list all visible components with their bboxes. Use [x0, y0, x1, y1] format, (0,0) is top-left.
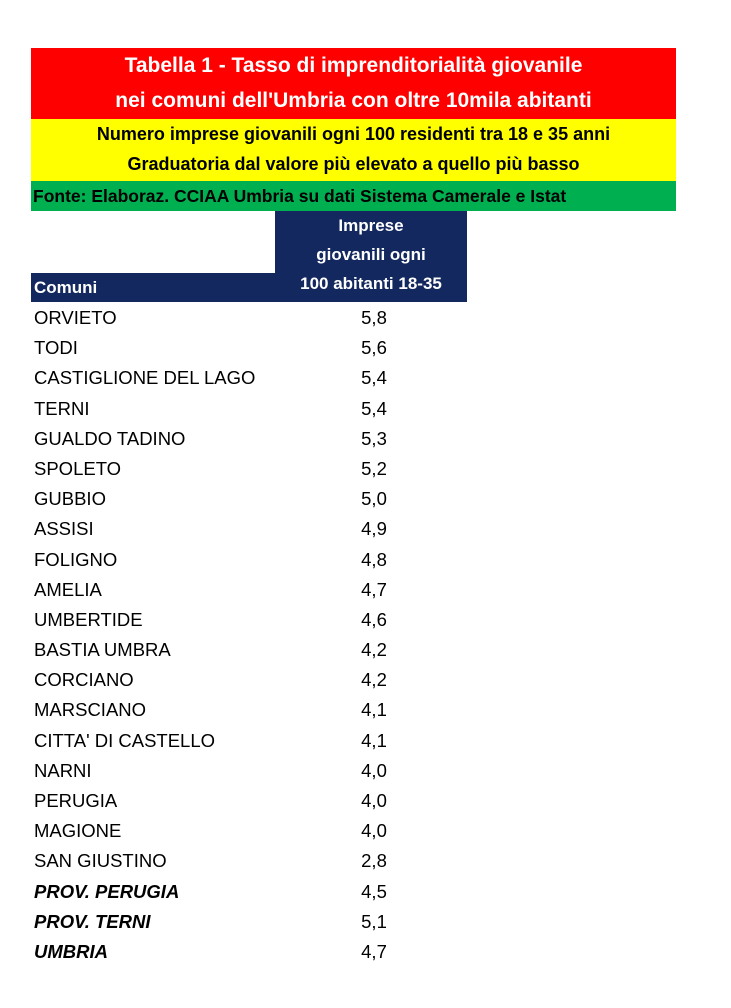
table-row [31, 605, 471, 635]
table-row [31, 786, 471, 816]
row-value: 4,5 [361, 880, 387, 902]
table-title [31, 48, 676, 119]
row-value: 4,0 [361, 759, 387, 781]
row-value: 4,7 [361, 940, 387, 962]
row-name: ORVIETO [34, 307, 117, 328]
table-row [31, 695, 471, 725]
row-name: TERNI [34, 397, 90, 419]
value-column-header-line-1: Imprese [338, 216, 404, 235]
row-value: 4,2 [361, 669, 387, 691]
table-row [31, 665, 471, 695]
row-name: GUALDO TADINO [34, 427, 186, 449]
row-value: 4,2 [361, 639, 387, 661]
row-value: 4,7 [361, 578, 387, 600]
table-row [31, 816, 471, 846]
table-row [31, 635, 471, 665]
row-value: 5,4 [361, 397, 387, 419]
table-subtitle [31, 119, 676, 181]
table-source: Fonte: Elaboraz. CCIAA Umbria su dati Sistema Camerale e Istat [31, 181, 676, 211]
row-name: TODI [34, 337, 78, 359]
row-name: PROV. PERUGIA [34, 880, 180, 902]
row-name: UMBRIA [34, 940, 108, 962]
row-name: UMBERTIDE [34, 608, 143, 630]
label-column-header: Comuni [31, 273, 275, 302]
row-value: 4,0 [361, 820, 387, 842]
row-value: 4,8 [361, 548, 387, 570]
table-title-line-1: Tabella 1 - Tasso di imprenditorialità giovanile [124, 54, 583, 77]
total-row [31, 877, 471, 907]
table-row [31, 303, 471, 333]
table-row [31, 514, 471, 544]
value-column-header-line-3: 100 abitanti 18-35 [300, 274, 442, 293]
table-row [31, 545, 471, 575]
table-body [31, 303, 471, 967]
row-name: PERUGIA [34, 790, 118, 811]
table-row [31, 363, 471, 393]
row-value: 5,1 [361, 910, 387, 932]
row-value: 4,1 [361, 699, 387, 721]
row-value: 5,3 [361, 427, 387, 449]
row-name: FOLIGNO [34, 548, 118, 570]
row-value: 4,6 [361, 608, 387, 630]
row-name: PROV. TERNI [34, 910, 151, 932]
row-value: 4,1 [361, 729, 387, 751]
value-column-header [275, 211, 467, 302]
row-name: ASSISI [34, 518, 94, 540]
table-row [31, 394, 471, 424]
row-value: 5,6 [361, 337, 387, 359]
table-row [31, 484, 471, 514]
table-row [31, 424, 471, 454]
row-value: 4,0 [361, 790, 387, 811]
row-value: 5,0 [361, 488, 387, 510]
table-title-line-2: nei comuni dell'Umbria con oltre 10mila abitanti [115, 89, 592, 112]
table-subtitle-line-1: Numero imprese giovanili ogni 100 residenti tra 18 e 35 anni [96, 124, 611, 144]
row-value: 2,8 [361, 850, 387, 872]
table-subtitle-line-2: Graduatoria dal valore più elevato a quello più basso [127, 154, 580, 174]
table-row [31, 846, 471, 876]
row-name: AMELIA [34, 578, 102, 600]
row-name: CASTIGLIONE DEL LAGO [34, 367, 256, 389]
row-name: GUBBIO [34, 488, 106, 510]
row-value: 5,4 [361, 367, 387, 389]
value-column-header-line-2: giovanili ogni [316, 245, 426, 264]
table-row [31, 726, 471, 756]
row-name: CITTA' DI CASTELLO [34, 729, 216, 751]
table-row [31, 454, 471, 484]
table-row [31, 333, 471, 363]
row-name: NARNI [34, 759, 92, 781]
table-row [31, 575, 471, 605]
row-value: 5,8 [361, 307, 387, 328]
row-value: 4,9 [361, 518, 387, 540]
total-row [31, 907, 471, 937]
row-name: BASTIA UMBRA [34, 639, 171, 661]
total-row [31, 937, 471, 967]
row-name: MARSCIANO [34, 699, 147, 721]
row-name: CORCIANO [34, 669, 134, 691]
table-row [31, 756, 471, 786]
row-value: 5,2 [361, 457, 387, 479]
row-name: MAGIONE [34, 820, 122, 842]
row-name: SAN GIUSTINO [34, 850, 167, 872]
row-name: SPOLETO [34, 457, 122, 479]
